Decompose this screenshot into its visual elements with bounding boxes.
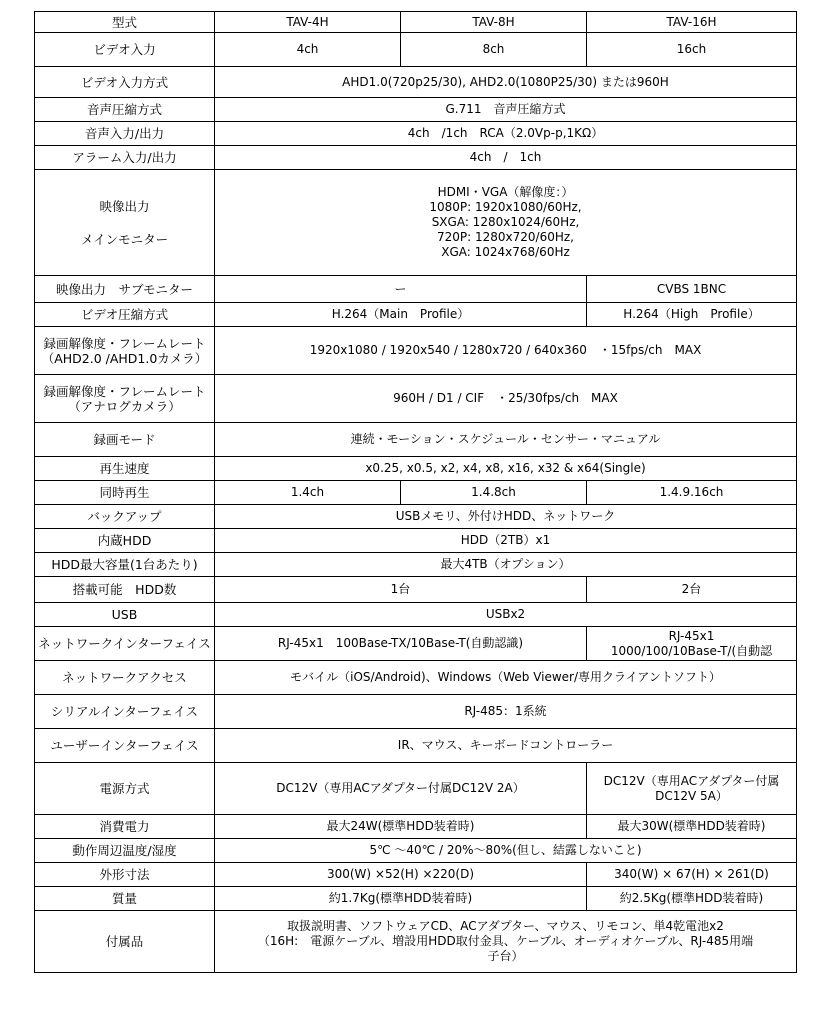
cell-value: x0.25, x0.5, x2, x4, x8, x16, x32 & x64(Single) [215, 457, 797, 481]
label-line: メインモニター [80, 231, 169, 247]
row-record-mode [35, 423, 797, 457]
row-backup [35, 505, 797, 529]
value-line: SXGA: 1280x1024/60Hz, [431, 215, 580, 229]
row-label: 付属品 [35, 911, 215, 973]
row-label: 同時再生 [35, 481, 215, 505]
label-line: （AHD2.0 /AHD1.0カメラ） [41, 350, 208, 366]
row-label: USB [35, 603, 215, 627]
cell-value: G.711 音声圧縮方式 [215, 98, 797, 122]
cell-value: 1台 [215, 577, 587, 603]
cell-value: H.264（High Profile） [587, 303, 797, 327]
cell-value: H.264（Main Profile） [215, 303, 587, 327]
cell-value: 最大4TB（オプション） [215, 553, 797, 577]
cell-value: 340(W) × 67(H) × 261(D) [587, 863, 797, 887]
row-environment [35, 839, 797, 863]
value-line: RJ-45x1 [668, 628, 715, 643]
row-model [35, 12, 797, 33]
row-power-supply [35, 763, 797, 815]
row-label: ユーザーインターフェイス [35, 729, 215, 763]
cell-value: 約2.5Kg(標準HDD装着時) [587, 887, 797, 911]
cell-value [587, 763, 797, 815]
value-line: （16H: 電源ケーブル、増設用HDD取付金具、ケーブル、オーディオケーブル、RJ-485用端 [257, 934, 754, 948]
row-label: 音声入力/出力 [35, 122, 215, 146]
row-serial-interface [35, 695, 797, 729]
row-video-compression [35, 303, 797, 327]
row-label: 質量 [35, 887, 215, 911]
cell-value [587, 627, 797, 661]
row-label: 映像出力 サブモニター [35, 276, 215, 303]
cell-value: 約1.7Kg(標準HDD装着時) [215, 887, 587, 911]
spec-table [34, 11, 797, 973]
row-usb [35, 603, 797, 627]
row-label: ビデオ圧縮方式 [35, 303, 215, 327]
row-label: ビデオ入力 [35, 33, 215, 67]
cell-value: HDD（2TB）x1 [215, 529, 797, 553]
row-video-input-method [35, 67, 797, 98]
cell-value: 1.4ch [215, 481, 401, 505]
row-weight [35, 887, 797, 911]
cell-value: 16ch [587, 33, 797, 67]
cell-value: 960H / D1 / CIF ・25/30fps/ch MAX [215, 375, 797, 423]
row-playback-speed [35, 457, 797, 481]
cell-value: 最大24W(標準HDD装着時) [215, 815, 587, 839]
cell-value: 4ch [215, 33, 401, 67]
row-label: ネットワークアクセス [35, 661, 215, 695]
row-internal-hdd [35, 529, 797, 553]
label-line: 映像出力 [99, 198, 150, 214]
row-power-consumption [35, 815, 797, 839]
row-label: 型式 [35, 12, 215, 33]
cell-value: 1.4.9.16ch [587, 481, 797, 505]
cell-value: IR、マウス、キーボードコントローラー [215, 729, 797, 763]
row-label [35, 327, 215, 375]
row-label: 外形寸法 [35, 863, 215, 887]
row-label: ネットワークインターフェイス [35, 627, 215, 661]
cell-value: ー [215, 276, 587, 303]
value-line: 1080P: 1920x1080/60Hz, [429, 200, 582, 214]
cell-value: 2台 [587, 577, 797, 603]
row-label: 搭載可能 HDD数 [35, 577, 215, 603]
cell-value: 300(W) ×52(H) ×220(D) [215, 863, 587, 887]
cell-value: USBx2 [215, 603, 797, 627]
row-label: 消費電力 [35, 815, 215, 839]
label-line: 録画解像度・フレームレート [43, 383, 206, 399]
value-line: XGA: 1024x768/60Hz [441, 245, 570, 259]
cell-value: 連続・モーション・スケジュール・センサー・マニュアル [215, 423, 797, 457]
cell-value [215, 911, 797, 973]
value-line: HDMI・VGA（解像度：） [437, 185, 574, 199]
cell-value: 1920x1080 / 1920x540 / 1280x720 / 640x360 ・15fps/ch MAX [215, 327, 797, 375]
value-line: 子台） [487, 949, 524, 963]
row-record-analog [35, 375, 797, 423]
cell-value: 1.4.8ch [401, 481, 587, 505]
cell-value: AHD1.0(720p25/30), AHD2.0(1080P25/30) または960H [215, 67, 797, 98]
model-tav-8h: TAV-8H [401, 12, 587, 33]
value-line: DC12V 5A） [655, 788, 728, 803]
row-network-interface [35, 627, 797, 661]
row-alarm-io [35, 146, 797, 170]
row-label: シリアルインターフェイス [35, 695, 215, 729]
cell-value [215, 170, 797, 276]
row-label: アラーム入力/出力 [35, 146, 215, 170]
row-label: 音声圧縮方式 [35, 98, 215, 122]
row-hdd-max-capacity [35, 553, 797, 577]
label-line: （アナログカメラ） [68, 398, 181, 414]
label-line: 録画解像度・フレームレート [43, 335, 206, 351]
row-hdd-count [35, 577, 797, 603]
row-video-output-main [35, 170, 797, 276]
value-line: DC12V（専用ACアダプター付属 [603, 773, 780, 788]
cell-value: モバイル（iOS/Android)、Windows（Web Viewer/専用クライアントソフト） [215, 661, 797, 695]
model-tav-16h: TAV-16H [587, 12, 797, 33]
row-video-output-sub [35, 276, 797, 303]
row-video-input [35, 33, 797, 67]
row-record-ahd [35, 327, 797, 375]
row-user-interface [35, 729, 797, 763]
row-label [35, 170, 215, 276]
cell-value: CVBS 1BNC [587, 276, 797, 303]
value-line: 取扱説明書、ソフトウェアCD、ACアダプター、マウス、リモコン、単4乾電池x2 [287, 919, 724, 933]
value-line: 1000/100/10Base-T/(自動認 [610, 643, 773, 658]
row-accessories [35, 911, 797, 973]
row-label [35, 375, 215, 423]
row-label: ビデオ入力方式 [35, 67, 215, 98]
cell-value: 4ch / 1ch [215, 146, 797, 170]
cell-value: RJ-45x1 100Base-TX/10Base-T(自動認識) [215, 627, 587, 661]
row-label: 電源方式 [35, 763, 215, 815]
row-audio-compression [35, 98, 797, 122]
cell-value: 8ch [401, 33, 587, 67]
row-dimensions [35, 863, 797, 887]
cell-value: RJ-485：1系統 [215, 695, 797, 729]
row-label: バックアップ [35, 505, 215, 529]
cell-value: 最大30W(標準HDD装着時) [587, 815, 797, 839]
cell-value: 5℃ 〜40℃ / 20%〜80%(但し、結露しないこと) [215, 839, 797, 863]
cell-value: DC12V（専用ACアダプター付属DC12V 2A） [215, 763, 587, 815]
cell-value: USBメモリ、外付けHDD、ネットワーク [215, 505, 797, 529]
cell-value: 4ch /1ch RCA（2.0Vp-p,1KΩ） [215, 122, 797, 146]
row-label: 録画モード [35, 423, 215, 457]
row-label: 再生速度 [35, 457, 215, 481]
row-audio-io [35, 122, 797, 146]
value-line: 720P: 1280x720/60Hz, [437, 230, 574, 244]
row-network-access [35, 661, 797, 695]
model-tav-4h: TAV-4H [215, 12, 401, 33]
row-label: HDD最大容量(1台あたり) [35, 553, 215, 577]
row-simultaneous-playback [35, 481, 797, 505]
row-label: 内蔵HDD [35, 529, 215, 553]
row-label: 動作周辺温度/湿度 [35, 839, 215, 863]
